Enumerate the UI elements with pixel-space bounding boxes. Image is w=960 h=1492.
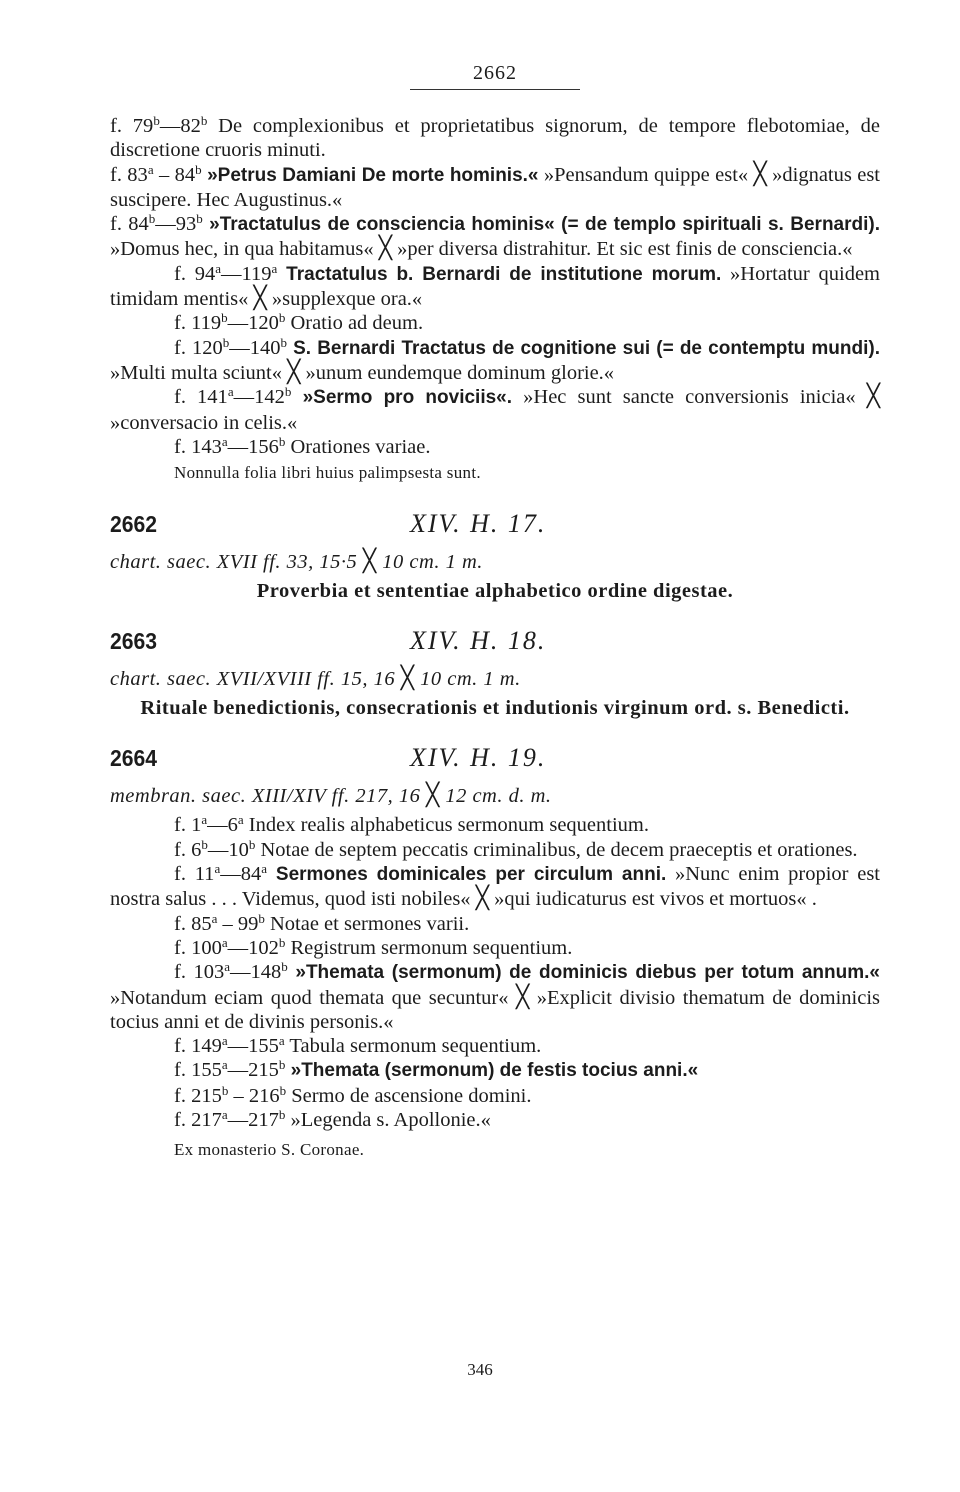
folio-line: f. 11$^a$—84$^a$ Sermones dominicales per circulum anni. »Nunc enim propior est nostra salus . . . Videmus, quod isti nobiles« ╳ »qui iudicaturus est vivos et mortuos« . xyxy=(110,861,880,912)
multiplication-sign: ╳ xyxy=(253,286,267,312)
entry-number: 2663 xyxy=(110,628,158,655)
folio-line: f. 141$^a$—142$^b$ »Sermo pro noviciis«. »Hec sunt sancte conversionis inicia« ╳ »conversacio in celis.« xyxy=(110,384,880,434)
multiplication-sign: ╳ xyxy=(425,783,440,809)
entry-title: Proverbia et sententiae alphabetico ordine digestae. xyxy=(256,580,734,603)
multiplication-sign: ╳ xyxy=(866,384,880,410)
multiplication-sign: ╳ xyxy=(362,549,377,575)
catalogue-entry xyxy=(110,743,880,1162)
provenance-note: Ex monasterio S. Coronae. xyxy=(174,1140,365,1160)
multiplication-sign: ╳ xyxy=(516,984,530,1010)
folio-line: f. 100$^a$—102$^b$ Registrum sermonum sequentium. xyxy=(174,934,573,959)
shelfmark: XIV. H. 18. xyxy=(410,626,547,656)
folio-line: f. 103$^a$—148$^b$ »Themata (sermonum) de dominicis diebus per totum annum.« »Notandum eciam quod themata que secuntur« ╳ »Explicit divisio thematum de dominicis tocius anni et de divinis personis.« xyxy=(110,959,880,1033)
entry-note: Nonnulla folia libri huius palimpsesta sunt. xyxy=(174,463,481,483)
folio-line: f. 217$^a$—217$^b$ »Legenda s. Apollonie.« xyxy=(174,1107,491,1132)
folio-line: f. 79$^b$—82$^b$ De complexionibus et proprietatibus signorum, de tempore flebotomiae, de discretione cruoris minuti. xyxy=(110,113,880,162)
shelfmark: XIV. H. 17. xyxy=(410,509,547,539)
folio-line: f. 6$^b$—10$^b$ Notae de septem peccatis criminalibus, de decem praeceptis et orationes. xyxy=(174,836,858,861)
physical-description: chart. saec. XVII/XVIII ff. 15, 16 ╳ 10 cm. 1 m. xyxy=(110,666,521,692)
entry-title: Rituale benedictionis, consecrationis et indutionis virginum ord. s. Benedicti. xyxy=(140,697,850,720)
folio-line: f. 215$^b$ – 216$^b$ Sermo de ascensione domini. xyxy=(174,1082,532,1107)
physical-description: membran. saec. XIII/XIV ff. 217, 16 ╳ 12 cm. d. m. xyxy=(110,783,552,809)
folio-line: f. 149$^a$—155$^a$ Tabula sermonum sequentium. xyxy=(174,1033,542,1058)
shelfmark: XIV. H. 19. xyxy=(410,743,547,773)
folio-line: f. 84$^b$—93$^b$ »Tractatulus de consciencia hominis« (= de templo spirituali s. Bernardi). »Domus hec, in qua habitamus« ╳ »per diversa distrahitur. Et sic est finis de consciencia.« xyxy=(110,211,880,262)
folio-line: f. 85$^a$ – 99$^b$ Notae et sermones varii. xyxy=(174,910,470,935)
entry-number: 2664 xyxy=(110,745,158,772)
multiplication-sign: ╳ xyxy=(753,161,767,187)
physical-description: chart. saec. XVII ff. 33, 15·5 ╳ 10 cm. 1 m. xyxy=(110,549,483,575)
folio-line: f. 83$^a$ – 84$^b$ »Petrus Damiani De morte hominis.« »Pensandum quippe est« ╳ »dignatus est suscipere. Hec Augustinus.« xyxy=(110,161,880,211)
folio-line: f. 1$^a$—6$^a$ Index realis alphabeticus sermonum sequentium. xyxy=(174,812,649,837)
folio-line: f. 120$^b$—140$^b$ S. Bernardi Tractatus de cognitione sui (= de contemptu mundi). »Multi multa sciunt« ╳ »unum eundemque dominum glorie.« xyxy=(110,334,880,385)
catalogue-entry xyxy=(110,626,880,721)
folio-line: f. 155$^a$—215$^b$ »Themata (sermonum) de festis tocius anni.« xyxy=(174,1057,699,1082)
multiplication-sign: ╳ xyxy=(475,886,489,912)
multiplication-sign: ╳ xyxy=(378,236,392,262)
catalogue-entry xyxy=(110,509,880,604)
folio-line: f. 119$^b$—120$^b$ Oratio ad deum. xyxy=(174,310,424,335)
page-footer-number: 346 xyxy=(467,1360,493,1379)
multiplication-sign: ╳ xyxy=(400,666,415,692)
running-header: 2662 xyxy=(410,62,580,90)
catalogue-page xyxy=(110,62,880,1163)
entry-number: 2662 xyxy=(110,511,158,538)
folio-line: f. 143$^a$—156$^b$ Orationes variae. xyxy=(174,433,431,458)
folio-line: f. 94$^a$—119$^a$ Tractatulus b. Bernardi de institutione morum. »Hortatur quidem timidam mentis« ╳ »supplexque ora.« xyxy=(110,260,880,312)
previous-entry-contents xyxy=(110,114,880,485)
multiplication-sign: ╳ xyxy=(287,359,301,385)
